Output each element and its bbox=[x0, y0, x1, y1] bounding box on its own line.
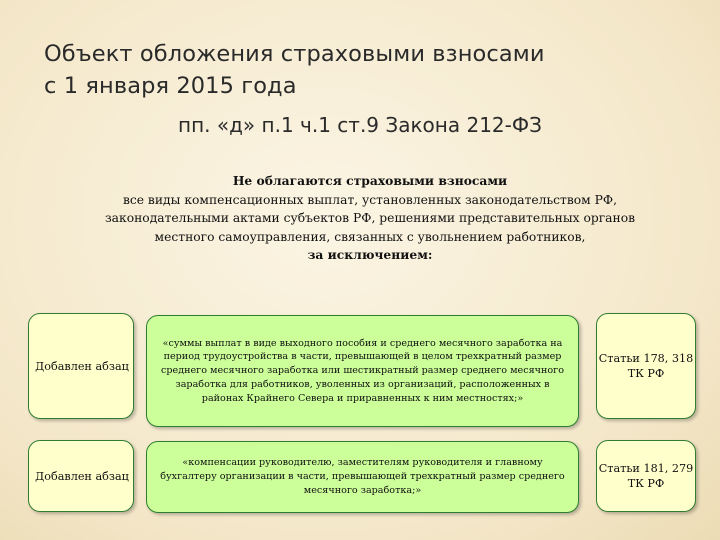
slide-title bbox=[44, 38, 684, 102]
row2-left-label: Добавлен абзац bbox=[35, 469, 129, 483]
main-line-5: за исключением: bbox=[307, 247, 433, 263]
main-line-3: законодательными актами субъектов РФ, решениями представительных органов bbox=[104, 211, 636, 226]
row1-center-text: «суммы выплат в виде выходного пособия и среднего месячного заработка на период трудоустройства в части, превышающей в целом трехкратный размер среднего месячного заработка или шестикратный размер среднего месячного заработка для работников, уволенных из организаций, расположенных в районах Крайнего Севера и приравненных к ним местностях;» bbox=[161, 337, 564, 404]
row1-right-label: Статьи 178, 318 ТК РФ bbox=[598, 352, 694, 380]
row2-left-box bbox=[28, 440, 134, 512]
main-heading: Не облагаются страховыми взносами bbox=[232, 173, 508, 188]
row1-center-box bbox=[146, 315, 579, 427]
row1-right-box bbox=[596, 313, 696, 419]
title-line-1: Объект обложения страховыми взносами bbox=[44, 41, 545, 67]
row2-right-label: Статьи 181, 279 ТК РФ bbox=[598, 462, 694, 490]
main-line-4: местного самоуправления, связанных с увольнением работников, bbox=[154, 229, 586, 244]
slide-subtitle: пп. «д» п.1 ч.1 ст.9 Закона 212-ФЗ bbox=[178, 113, 542, 137]
main-line-2: все виды компенсационных выплат, установленных законодательством РФ, bbox=[122, 192, 618, 207]
row2-center-text: «компенсации руководителю, заместителям руководителя и главному бухгалтеру организации в части, превышающей трехкратный размер среднего месячного заработка;» bbox=[160, 457, 565, 496]
row1-left-label: Добавлен абзац bbox=[35, 359, 129, 373]
row2-center-box bbox=[146, 441, 579, 513]
main-text bbox=[60, 172, 680, 265]
row1-left-box bbox=[28, 313, 134, 419]
title-line-2: с 1 января 2015 года bbox=[44, 73, 297, 99]
row2-right-box bbox=[596, 440, 696, 512]
